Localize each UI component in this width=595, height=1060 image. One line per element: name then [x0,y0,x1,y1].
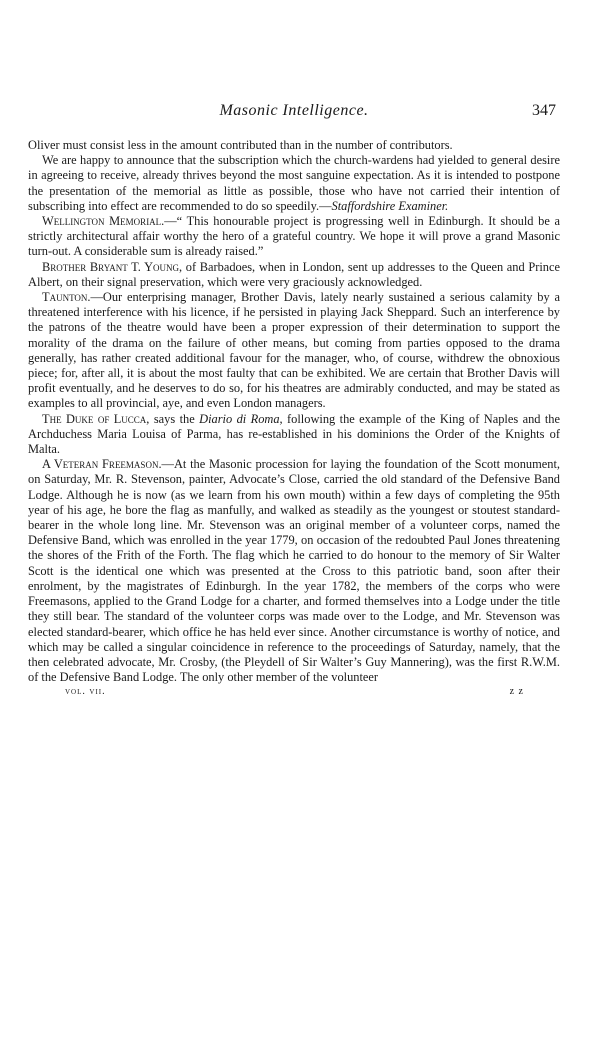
source-citation: Staffordshire Examiner. [331,198,449,213]
paragraph-subscription [28,153,560,214]
paragraph-heading: Brother Bryant T. Young, [42,259,183,274]
paragraph-text: following the example of the King of Naples and the Archduchess Maria Louisa of Parma, has re-established in his dominions the Order of the Knights of Malta. [28,411,561,457]
source-citation: Diario di Roma, [199,411,283,426]
paragraph-text: of Barbadoes, when in London, sent up addresses to the Queen and Prince Albert, on their signal preservation, which were very graciously acknowledged. [28,259,561,289]
paragraph-continuation [28,138,560,153]
paragraph-text: —At the Masonic procession for laying the foundation of the Scott monument, on Saturday, Mr. R. Stevenson, painter, Advocate’s Close, carried the old standard of the Defensive Band Lodge. Although he is now (as we learn from his own mouth) within a few days of completing the 95th year of his age, he bore the flag as manfully, and walked as steadily as the youngest or stoutest standard-bearer in the whole long line. Mr. Stevenson was an original member of a volunteer corps, named the Defensive Band, which was enrolled in the year 1779, on occasion of the redoubted Paul Jones threatening the shores of the Frith of the Forth. The flag which he carried to do honour to the memory of Sir Walter Scott is the identical one which was presented at the Cross to this patriotic band, soon after their enrolment, by the magistrates of Edinburgh. In the year 1782, the members of the corps who were Freemasons, applied to the Grand Lodge for a charter, and formed themselves into a Lodge under the title they still bear. The standard of the volunteer corps was made over to the Lodge, and Mr. Stevenson was elected standard-bearer, which office he has held ever since. Another circumstance is worthy of notice, and which may be called a singular coincidence in reference to the proceedings of Saturday, namely, that the then celebrated advocate, Mr. Crosby, (the Pleydell of Sir Walter’s Guy Mannering), was the first R.W.M. of the Defensive Band Lodge. The only other member of the volunteer [28,457,560,685]
paragraph-taunton [28,290,560,412]
paragraph-text: We are happy to announce that the subscription which the church-wardens had yielded to general desire in agreeing to receive, already thrives beyond the most sanguine expectation. As it is intended to postpone the presentation of the memorial as little as possible, those who have not carried their intention of subscribing into effect are recommended to do so speedily.— [28,153,560,213]
sheet-mark: z z [509,686,524,698]
paragraph-veteran-freemason [28,457,560,685]
article-body [28,138,560,685]
paragraph-heading: Taunton. [42,290,91,305]
paragraph-text: says the [149,411,200,426]
paragraph-text: Oliver must consist less in the amount contributed than in the number of contributors. [28,138,453,152]
page-footer [28,686,560,702]
volume-signature: vol. vii. [65,686,106,698]
paragraph-heading: A Veteran Freemason. [42,457,162,472]
page-number: 347 [532,102,556,119]
paragraph-brother-young [28,260,560,290]
page-header [28,102,560,130]
running-title: Masonic Intelligence. [219,102,369,119]
paragraph-text: —“ This honourable project is progressing well in Edinburgh. It should be a strictly architectural affair worthy the hero of a grateful country. We hope it will prove a grand Masonic turn-out. A considerable sum is already raised.” [28,214,560,259]
paragraph-heading: The Duke of Lucca, [42,411,150,426]
paragraph-duke-of-lucca [28,412,560,458]
paragraph-heading: Wellington Memorial. [42,214,165,229]
paragraph-wellington-memorial [28,214,560,260]
paragraph-text: —Our enterprising manager, Brother Davis, lately nearly sustained a serious calamity by a threatened interference with his licence, if he persisted in playing Jack Sheppard. Such an interference by the patrons of the theatre would have been a proper expression of their determination to support the morality of the drama on the failure of other means, but coming from parties opposed to the drama generally, has rather created additional favour for the manager, who, of course, withdrew the obnoxious piece; for, after all, it is about the most faulty that can be exhibited. We are certain that Brother Davis will profit eventually, and he deserves to do so, for his theatres are admirably conducted, and may be stated as examples to all provincial, aye, and even London managers. [28,290,560,411]
